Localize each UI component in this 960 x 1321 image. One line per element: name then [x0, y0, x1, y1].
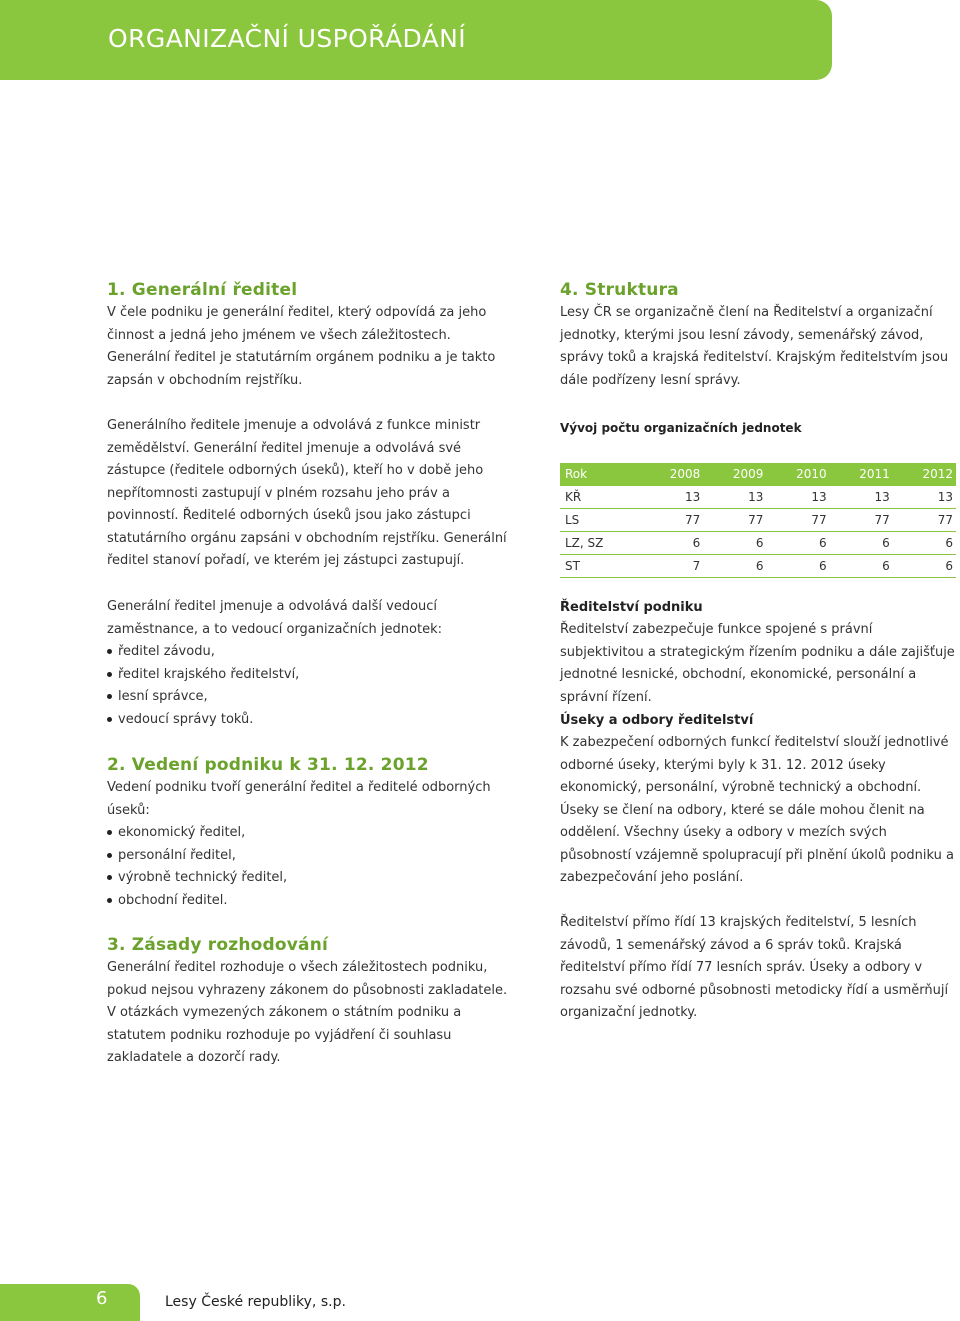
table-cell: 6 [830, 532, 893, 555]
list-item: výrobně technický ředitel, [107, 867, 517, 890]
table-header-row [560, 463, 956, 486]
table-header-cell: 2011 [830, 463, 893, 486]
table-cell: 6 [703, 555, 766, 578]
table-cell: KŘ [560, 486, 640, 509]
table-cell: 6 [830, 555, 893, 578]
page-number-box [0, 1284, 140, 1321]
paragraph: Lesy ČR se organizačně člení na Ředitelství a organizační jednotky, kterými jsou lesní závody, semenářský závod, správy toků a krajská ředitelství. Krajským ředitelstvím jsou dále podřízeny lesní správy. [560, 305, 949, 388]
org-units-table [560, 463, 956, 578]
list-item: lesní správce, [107, 686, 517, 709]
table-cell: 77 [703, 509, 766, 532]
paragraph-block [560, 912, 960, 1025]
table-row [560, 555, 956, 578]
page-title: ORGANIZAČNÍ USPOŘÁDÁNÍ [108, 24, 467, 53]
bullet-list [107, 641, 517, 731]
table-cell: LS [560, 509, 640, 532]
table-cell: ST [560, 555, 640, 578]
table-cell: 6 [640, 532, 703, 555]
table-header-cell: 2009 [703, 463, 766, 486]
table-cell: 6 [703, 532, 766, 555]
list-item: vedoucí správy toků. [107, 709, 517, 732]
page-number: 6 [96, 1288, 108, 1309]
table-header-cell: 2010 [766, 463, 829, 486]
table-cell: 6 [893, 555, 956, 578]
section-heading: 4. Struktura [560, 280, 679, 300]
table-row [560, 486, 956, 509]
section-generalni-reditel [107, 278, 517, 392]
list-item: ekonomický ředitel, [107, 822, 517, 845]
table-cell: 7 [640, 555, 703, 578]
paragraph: Generálního ředitele jmenuje a odvolává z funkce ministr zemědělství. Generální ředitel jmenuje a odvolává své zástupce (ředitele odborných úseků), kteří ho v době jeho nepřítomnosti zastupují v plném rozsahu jeho práv a povinností. Ředitelé odborných úseků jsou jako zástupci statutárního orgánu zapsáni v obchodním rejstříku. Generální ředitel stanoví pořadí, ve kterém jej zástupci zastupují. [107, 418, 507, 568]
paragraph: Ředitelství zabezpečuje funkce spojené s právní subjektivitou a strategickým řízením podniku a dále zajišťuje jednotné lesnické, obchodní, ekonomické, personální a správní řízení. [560, 622, 955, 705]
section-struktura [560, 278, 960, 392]
table-row [560, 509, 956, 532]
paragraph: Generální ředitel jmenuje a odvolává další vedoucí zaměstnance, a to vedoucí organizačních jednotek: [107, 599, 442, 637]
table-cell: 77 [830, 509, 893, 532]
table-cell: 6 [766, 555, 829, 578]
paragraph-block [107, 415, 517, 573]
table-cell: 77 [893, 509, 956, 532]
list-item: obchodní ředitel. [107, 890, 517, 913]
list-item: ředitel krajského ředitelství, [107, 664, 517, 687]
table-cell: LZ, SZ [560, 532, 640, 555]
table-cell: 13 [640, 486, 703, 509]
paragraph: Generální ředitel rozhoduje o všech záležitostech podniku, pokud nejsou vyhrazeny zákonem do působnosti zakladatele. V otázkách vymezených zákonem o státním podniku a statutem podniku rozhoduje po vyjádření či souhlasu zakladatele a dozorčí rady. [107, 960, 508, 1065]
table-cell: 13 [893, 486, 956, 509]
section-reditelstvi [560, 597, 960, 709]
section-heading: 3. Zásady rozhodování [107, 935, 329, 955]
section-heading: 1. Generální ředitel [107, 280, 298, 300]
table-cell: 13 [703, 486, 766, 509]
table-cell: 77 [640, 509, 703, 532]
paragraph-block [107, 596, 517, 731]
table-cell: 13 [766, 486, 829, 509]
table-row [560, 532, 956, 555]
section-zasady-rozhodovani [107, 933, 517, 1070]
section-heading: 2. Vedení podniku k 31. 12. 2012 [107, 755, 429, 775]
table-header-cell: Rok [560, 463, 640, 486]
table-cell: 77 [766, 509, 829, 532]
table-cell: 6 [766, 532, 829, 555]
footer-organization: Lesy České republiky, s.p. [165, 1294, 346, 1310]
subsection-heading: Ředitelství podniku [560, 600, 703, 615]
paragraph: Vedení podniku tvoří generální ředitel a ředitelé odborných úseků: [107, 780, 491, 818]
table-cell: 13 [830, 486, 893, 509]
section-useky [560, 710, 960, 890]
table-header-cell: 2012 [893, 463, 956, 486]
bullet-list [107, 822, 517, 912]
paragraph: V čele podniku je generální ředitel, který odpovídá za jeho činnost a jedná jeho jménem ve všech záležitostech. Generální ředitel je statutárním orgánem podniku a je takto zapsán v obchodním rejstříku. [107, 305, 496, 388]
list-item: ředitel závodu, [107, 641, 517, 664]
table-title: Vývoj počtu organizačních jednotek [560, 421, 802, 435]
table-header-cell: 2008 [640, 463, 703, 486]
section-vedeni-podniku [107, 753, 517, 912]
paragraph: K zabezpečení odborných funkcí ředitelství slouží jednotlivé odborné úseky, kterými byly k 31. 12. 2012 úseky ekonomický, personální, výrobně technický a obchodní. Úseky se člení na odbory, které se dále mohou členit na oddělení. Všechny úseky a odbory v mezích svých působností vzájemně spolupracují při plnění úkolů podniku a zabezpečování jeho poslání. [560, 735, 954, 885]
subsection-heading: Úseky a odbory ředitelství [560, 713, 754, 728]
list-item: personální ředitel, [107, 845, 517, 868]
table-cell: 6 [893, 532, 956, 555]
paragraph: Ředitelství přímo řídí 13 krajských ředitelství, 5 lesních závodů, 1 semenářský závod a 6 správ toků. Krajská ředitelství přímo řídí 77 lesních správ. Úseky a odbory v rozsahu své odborné působnosti metodicky řídí a usměrňují organizační jednotky. [560, 915, 949, 1020]
